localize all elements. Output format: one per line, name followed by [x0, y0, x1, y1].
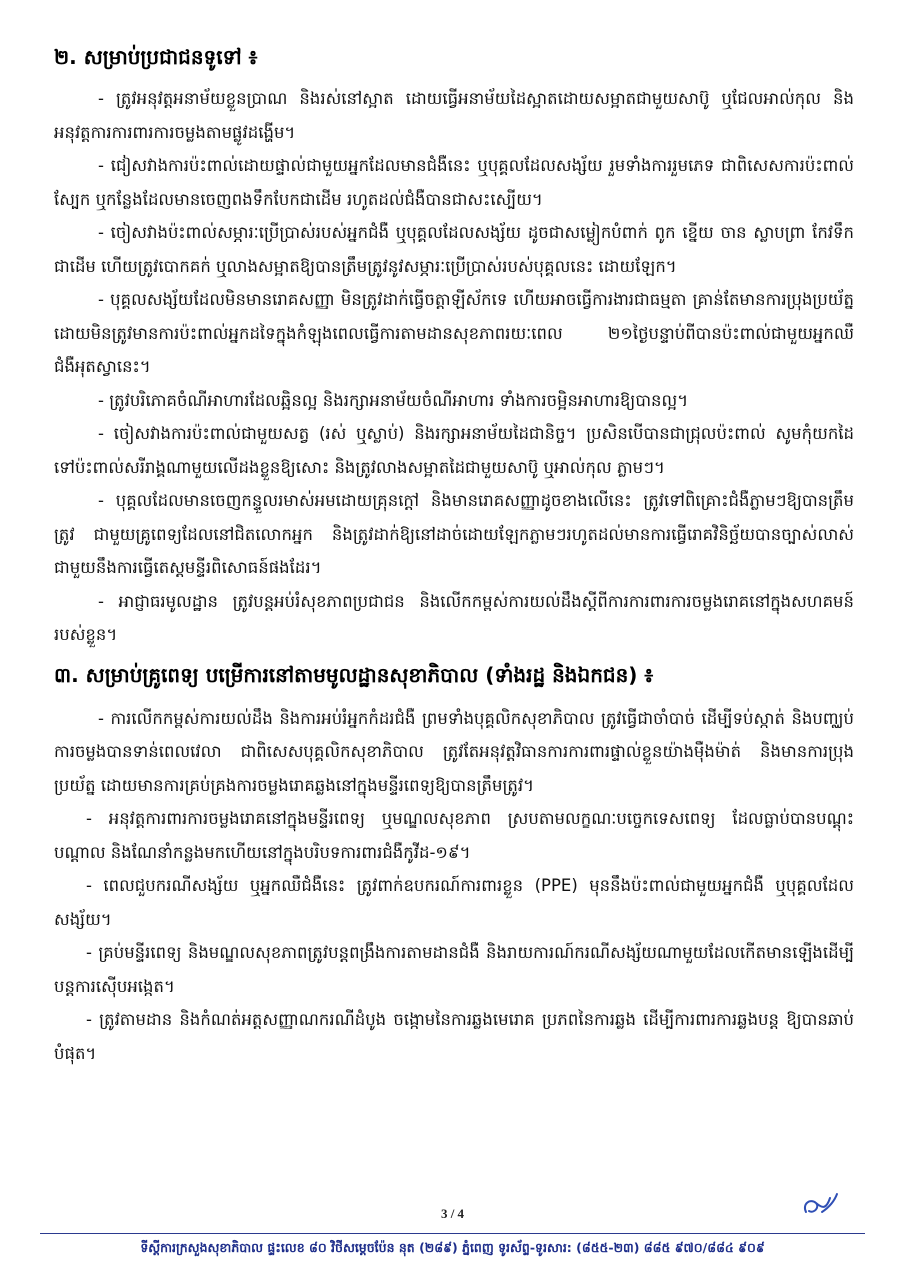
signature-initial-icon [800, 1190, 840, 1220]
section-3-item: - អនុវត្តការពារការចម្លងរោគនៅក្នុងមន្ទីរពេទ្យ ឬមណ្ឌលសុខភាព ស្របតាមលក្ខណៈបច្ចេកទេសពេទ្យ ដែលធ្លាប់បានបណ្តុះបណ្តាល និងណែនាំកន្លងមកហើយនៅក្នុងបរិបទការពារជំងឺកូវីដ-១៩។ [54, 809, 854, 862]
section-3-item: - ពេលជួបករណីសង្ស័យ ឬអ្នកឈឺជំងឺនេះ ត្រូវពាក់ឧបករណ៍ការពារខ្លួន (PPE) មុននឹងប៉ះពាល់ជាមួយអ្នកជំងឺ ឬបុគ្គលដែលសង្ស័យ។ [54, 876, 854, 929]
document-body [54, 38, 854, 1070]
section-2-item: - បុគ្គលសង្ស័យដែលមិនមានរោគសញ្ញា មិនត្រូវដាក់ធ្វើចត្តាឡីស័កទេ ហើយអាចធ្វើការងារជាធម្មតា គ្រាន់តែមានការប្រុងប្រយ័ត្ន ដោយមិនត្រូវមានការប៉ះពាល់អ្នកដទៃក្នុងកំឡុងពេលធ្វើការតាមដានសុខភាពរយៈពេល ២១ថ្ងៃបន្ទាប់ពីបានប៉ះពាល់ជាមួយអ្នកឈឺជំងឺអុតស្វានេះ។ [54, 290, 854, 376]
section-3-item: - ការលើកកម្ពស់ការយល់ដឹង និងការអប់រំអ្នកកំដរជំងឺ ព្រមទាំងបុគ្គលិកសុខាភិបាល ត្រូវធ្វើជាចាំបាច់ ដើម្បីទប់ស្កាត់ និងបញ្ឈប់ការចម្លងបានទាន់ពេលវេលា ជាពិសេសបុគ្គលិកសុខាភិបាល ត្រូវតែអនុវត្តវិធានការការពារផ្ទាល់ខ្លួនយ៉ាងម៉ឺងម៉ាត់ និងមានការប្រុងប្រយ័ត្ន ដោយមានការគ្រប់គ្រងការចម្លងរោគឆ្លងនៅក្នុងមន្ទីរពេទ្យឱ្យបានត្រឹមត្រូវ។ [54, 708, 854, 795]
section-2-item: - ជៀសវាងការប៉ះពាល់ដោយផ្ទាល់ជាមួយអ្នកដែលមានជំងឺនេះ ឬបុគ្គលដែលសង្ស័យ រួមទាំងការរួមភេទ ជាពិសេសការប៉ះពាល់ស្បែក ឬកន្លែងដែលមានចេញពងទឹកបែកជាដើម រហូតដល់ជំងឺបានជាសះស្បើយ។ [54, 156, 854, 209]
section-2-item: - ត្រូវបរិភោគចំណីអាហារដែលឆ្អិនល្អ និងរក្សាអនាម័យចំណីអាហារ ទាំងការចម្អិនអាហារឱ្យបានល្អ។ [98, 390, 689, 410]
section-2-item: - ត្រូវអនុវត្តអនាម័យខ្លួនប្រាណ និងរស់នៅស្អាត ដោយធ្វើអនាម័យដៃស្អាតដោយសម្អាតជាមួយសាប៊ូ ឬជែលអាល់កុល និងអនុវត្តការការពារការចម្លងតាមផ្លូវដង្ហើម។ [54, 89, 854, 142]
footer-address: ទីស្តីការក្រសួងសុខាភិបាល ផ្ទះលេខ ៨០ វិថីសម្តេចប៉ែន នុត (២៨៩) ភ្នំពេញ ទូរស័ព្ទ-ទូរសារ: (៨៥៥-២៣) ៨៨៥ ៩៧០/៨៨៤ ៩០៩ [140, 1240, 765, 1255]
footer-divider [40, 1233, 865, 1234]
page-number: 3 / 4 [440, 1206, 465, 1221]
section-3-item: - ត្រូវតាមដាន និងកំណត់អត្តសញ្ញាណករណីដំបូង ចង្កោមនៃការឆ្លងមេរោគ ប្រភពនៃការឆ្លង ដើម្បីការពារការឆ្លងបន្ត ឱ្យបានឆាប់បំផុត។ [54, 1010, 854, 1063]
section-2-item: - បុគ្គលដែលមានចេញកន្ទួលរមាស់អមដោយគ្រុនក្តៅ និងមានរោគសញ្ញាដូចខាងលើនេះ ត្រូវទៅពិគ្រោះជំងឺភ្លាមៗឱ្យបានត្រឹមត្រូវ ជាមួយគ្រូពេទ្យដែលនៅជិតលោកអ្នក និងត្រូវដាក់ឱ្យនៅដាច់ដោយឡែកភ្លាមៗរហូតដល់មានការធ្វើរោគវិនិច្ឆ័យបានច្បាស់លាស់ ជាមួយនឹងការធ្វើតេស្តមន្ទីរពិសោធន៍ផងដែរ។ [54, 491, 854, 577]
section-2-item: - ចៀសវាងការប៉ះពាល់ជាមួយសត្វ (រស់ ឬស្លាប់) និងរក្សាអនាម័យដៃជានិច្ច។ ប្រសិនបើបានជាជ្រុលប៉ះពាល់ សូមកុំយកដៃទៅប៉ះពាល់សរីរាង្គណាមួយលើដងខ្លួនឱ្យសោះ និងត្រូវលាងសម្អាតដៃជាមួយសាប៊ូ ឬអាល់កុល ភ្លាមៗ។ [54, 424, 854, 477]
section-2-item: - ចៀសវាងប៉ះពាល់សម្ភារៈប្រើប្រាស់របស់អ្នកជំងឺ ឬបុគ្គលដែលសង្ស័យ ដូចជាសម្លៀកបំពាក់ ពូក ខ្នើយ ចាន ស្លាបព្រា កែវទឹក ជាដើម ហើយត្រូវបោកគក់ ឬលាងសម្អាតឱ្យបានត្រឹមត្រូវនូវសម្ភារៈប្រើប្រាស់របស់បុគ្គលនេះ ដោយឡែក។ [54, 223, 854, 276]
section-2-heading: ២. សម្រាប់ប្រជាជនទូទៅ ៖ [54, 45, 258, 69]
section-3-item: - គ្រប់មន្ទីរពេទ្យ និងមណ្ឌលសុខភាពត្រូវបន្តពង្រឹងការតាមដានជំងឺ និងរាយការណ៍ករណីសង្ស័យណាមួយដែលកើតមានឡើងដើម្បីបន្តការស៊ើបអង្កេត។ [54, 943, 854, 996]
section-3-heading: ៣. សម្រាប់គ្រូពេទ្យ បម្រើការនៅតាមមូលដ្ឋានសុខាភិបាល (ទាំងរដ្ឋ និងឯកជន) ៖ [54, 662, 654, 687]
section-2-item: - អាជ្ញាធរមូលដ្ឋាន ត្រូវបន្តអប់រំសុខភាពប្រជាជន និងលើកកម្ពស់ការយល់ដឹងស្តីពីការការពារការចម្លងរោគនៅក្នុងសហគមន៍របស់ខ្លួន។ [54, 591, 854, 644]
